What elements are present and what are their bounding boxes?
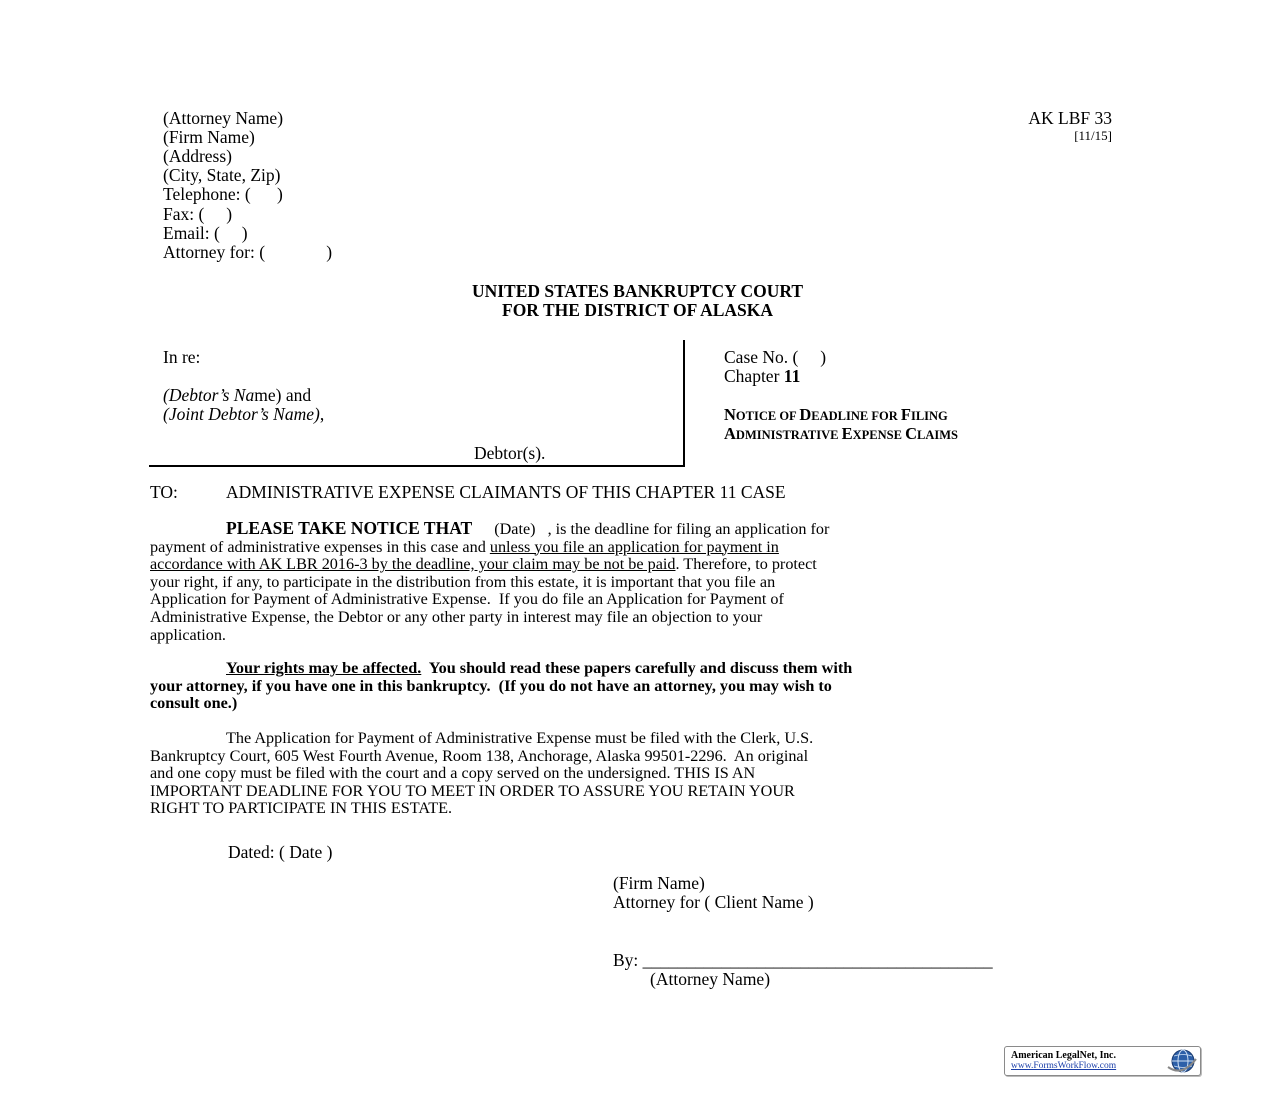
title-word-filing: ILING — [910, 409, 948, 423]
chapter-number: 11 — [783, 366, 801, 386]
case-number: Case No. ( ) — [724, 347, 827, 367]
chapter-label: Chapter — [724, 366, 784, 386]
notice-line-3-underlined: accordance with AK LBR 2016-3 by the deadline, your claim may be not be paid — [150, 555, 676, 574]
title-word-admin-cap: A — [724, 424, 736, 443]
city-state-zip: (City, State, Zip) — [163, 165, 281, 185]
notice-title-line1 — [724, 405, 948, 426]
caption-horizontal-rule — [149, 465, 685, 467]
notice-lead: PLEASE TAKE NOTICE THAT — [226, 518, 473, 538]
chapter — [724, 367, 800, 386]
notice-line-3 — [150, 556, 1125, 574]
title-word-expense-cap: E — [841, 424, 853, 443]
filing-line-4: IMPORTANT DEADLINE FOR YOU TO MEET IN ORDER TO ASSURE YOU RETAIN YOUR — [150, 781, 795, 800]
debtor-name — [163, 386, 311, 405]
title-word-filing-cap: F — [900, 405, 911, 424]
rights-underlined: Your rights may be affected. — [226, 659, 422, 677]
title-word-admin: DMINISTRATIVE — [735, 428, 842, 442]
signature-line[interactable]: By: ________________________________________ — [613, 950, 993, 970]
filing-line-1: The Application for Payment of Administrative Expense must be filed with the Clerk, U.S. — [226, 729, 814, 747]
form-id: AK LBF 33 — [1028, 108, 1112, 128]
court-title-line2: FOR THE DISTRICT OF ALASKA — [502, 300, 773, 320]
signature-firm-name: (Firm Name) — [613, 873, 705, 893]
notice-title-line2 — [724, 424, 958, 445]
logo-url-link[interactable]: www.FormsWorkFlow.com — [1011, 1061, 1117, 1071]
debtor-name-italic: (Debtor’s Na — [163, 385, 255, 405]
joint-debtor-comma: , — [319, 404, 325, 424]
notice-line-2 — [150, 539, 1125, 557]
attorney-for: Attorney for: ( ) — [163, 242, 333, 262]
court-title-line1: UNITED STATES BANKRUPTCY COURT — [471, 281, 804, 301]
fax: Fax: ( ) — [163, 204, 233, 224]
notice-line-2-underlined: unless you file an application for payment in — [489, 537, 779, 556]
logo-company-name: American LegalNet, Inc. — [1011, 1050, 1116, 1061]
attorney-name: (Attorney Name) — [163, 108, 284, 128]
form-revision: [11/15] — [1074, 128, 1112, 143]
title-word-notice-cap: N — [724, 405, 736, 424]
filing-line-3: and one copy must be filed with the court and a copy served on the undersigned. THIS IS AN — [150, 764, 756, 783]
american-legalnet-logo[interactable] — [1004, 1046, 1201, 1076]
signature-attorney-name: (Attorney Name) — [650, 969, 771, 989]
to-recipients: ADMINISTRATIVE EXPENSE CLAIMANTS OF THIS CHAPTER 11 CASE — [226, 482, 786, 502]
notice-line-4: your right, if any, to participate in the distribution from this estate, it is important that you file an — [150, 572, 776, 591]
debtors-label: Debtor(s). — [474, 443, 546, 463]
notice-after-date: , is the deadline for filing an application for — [547, 520, 830, 538]
globe-icon — [1164, 1047, 1198, 1075]
signature-attorney-for: Attorney for ( Client Name ) — [613, 892, 814, 912]
debtor-name-rest: me) and — [254, 385, 312, 405]
notice-date-field: (Date) — [494, 520, 536, 538]
joint-debtor-name — [163, 405, 324, 424]
rights-line-3: consult one.) — [150, 694, 238, 713]
notice-line-6: Administrative Expense, the Debtor or any other party in interest may file an objection to your — [150, 607, 763, 626]
joint-debtor-italic: (Joint Debtor’s Name) — [163, 404, 320, 424]
caption-vertical-rule — [683, 340, 685, 467]
notice-line-2-plain: payment of administrative expenses in this case and — [150, 537, 490, 556]
filing-line-2: Bankruptcy Court, 605 West Fourth Avenue, Room 138, Anchorage, Alaska 99501-2296. An original — [150, 746, 809, 765]
dated-line: Dated: ( Date ) — [228, 842, 333, 862]
in-re: In re: — [163, 347, 201, 367]
title-word-notice: OTICE OF — [735, 409, 800, 423]
title-word-claims: LAIMS — [917, 428, 958, 442]
to-label: TO: — [150, 482, 178, 502]
filing-paragraph — [150, 730, 1125, 818]
notice-paragraph — [150, 519, 1125, 644]
rights-paragraph — [150, 660, 1125, 713]
title-word-expense: XPENSE — [852, 428, 906, 442]
rights-line-1-rest: You should read these papers carefully and discuss them with — [421, 659, 853, 677]
notice-line-1 — [150, 519, 1125, 539]
notice-line-3-plain: . Therefore, to protect — [675, 555, 817, 574]
title-word-deadline: EADLINE FOR — [811, 409, 901, 423]
telephone: Telephone: ( ) — [163, 184, 283, 204]
rights-line-2: your attorney, if you have one in this bankruptcy. (If you do not have an attorney, you may wish to — [150, 676, 832, 695]
email: Email: ( ) — [163, 223, 248, 243]
filing-line-5: RIGHT TO PARTICIPATE IN THIS ESTATE. — [150, 799, 453, 818]
rights-line-1 — [150, 660, 1125, 678]
notice-line-7: application. — [150, 625, 226, 644]
address: (Address) — [163, 146, 233, 166]
title-word-deadline-cap: D — [799, 405, 812, 424]
firm-name: (Firm Name) — [163, 127, 255, 147]
title-word-claims-cap: C — [905, 424, 918, 443]
notice-line-5: Application for Payment of Administrative Expense. If you do file an Application for Payment of — [150, 590, 784, 609]
